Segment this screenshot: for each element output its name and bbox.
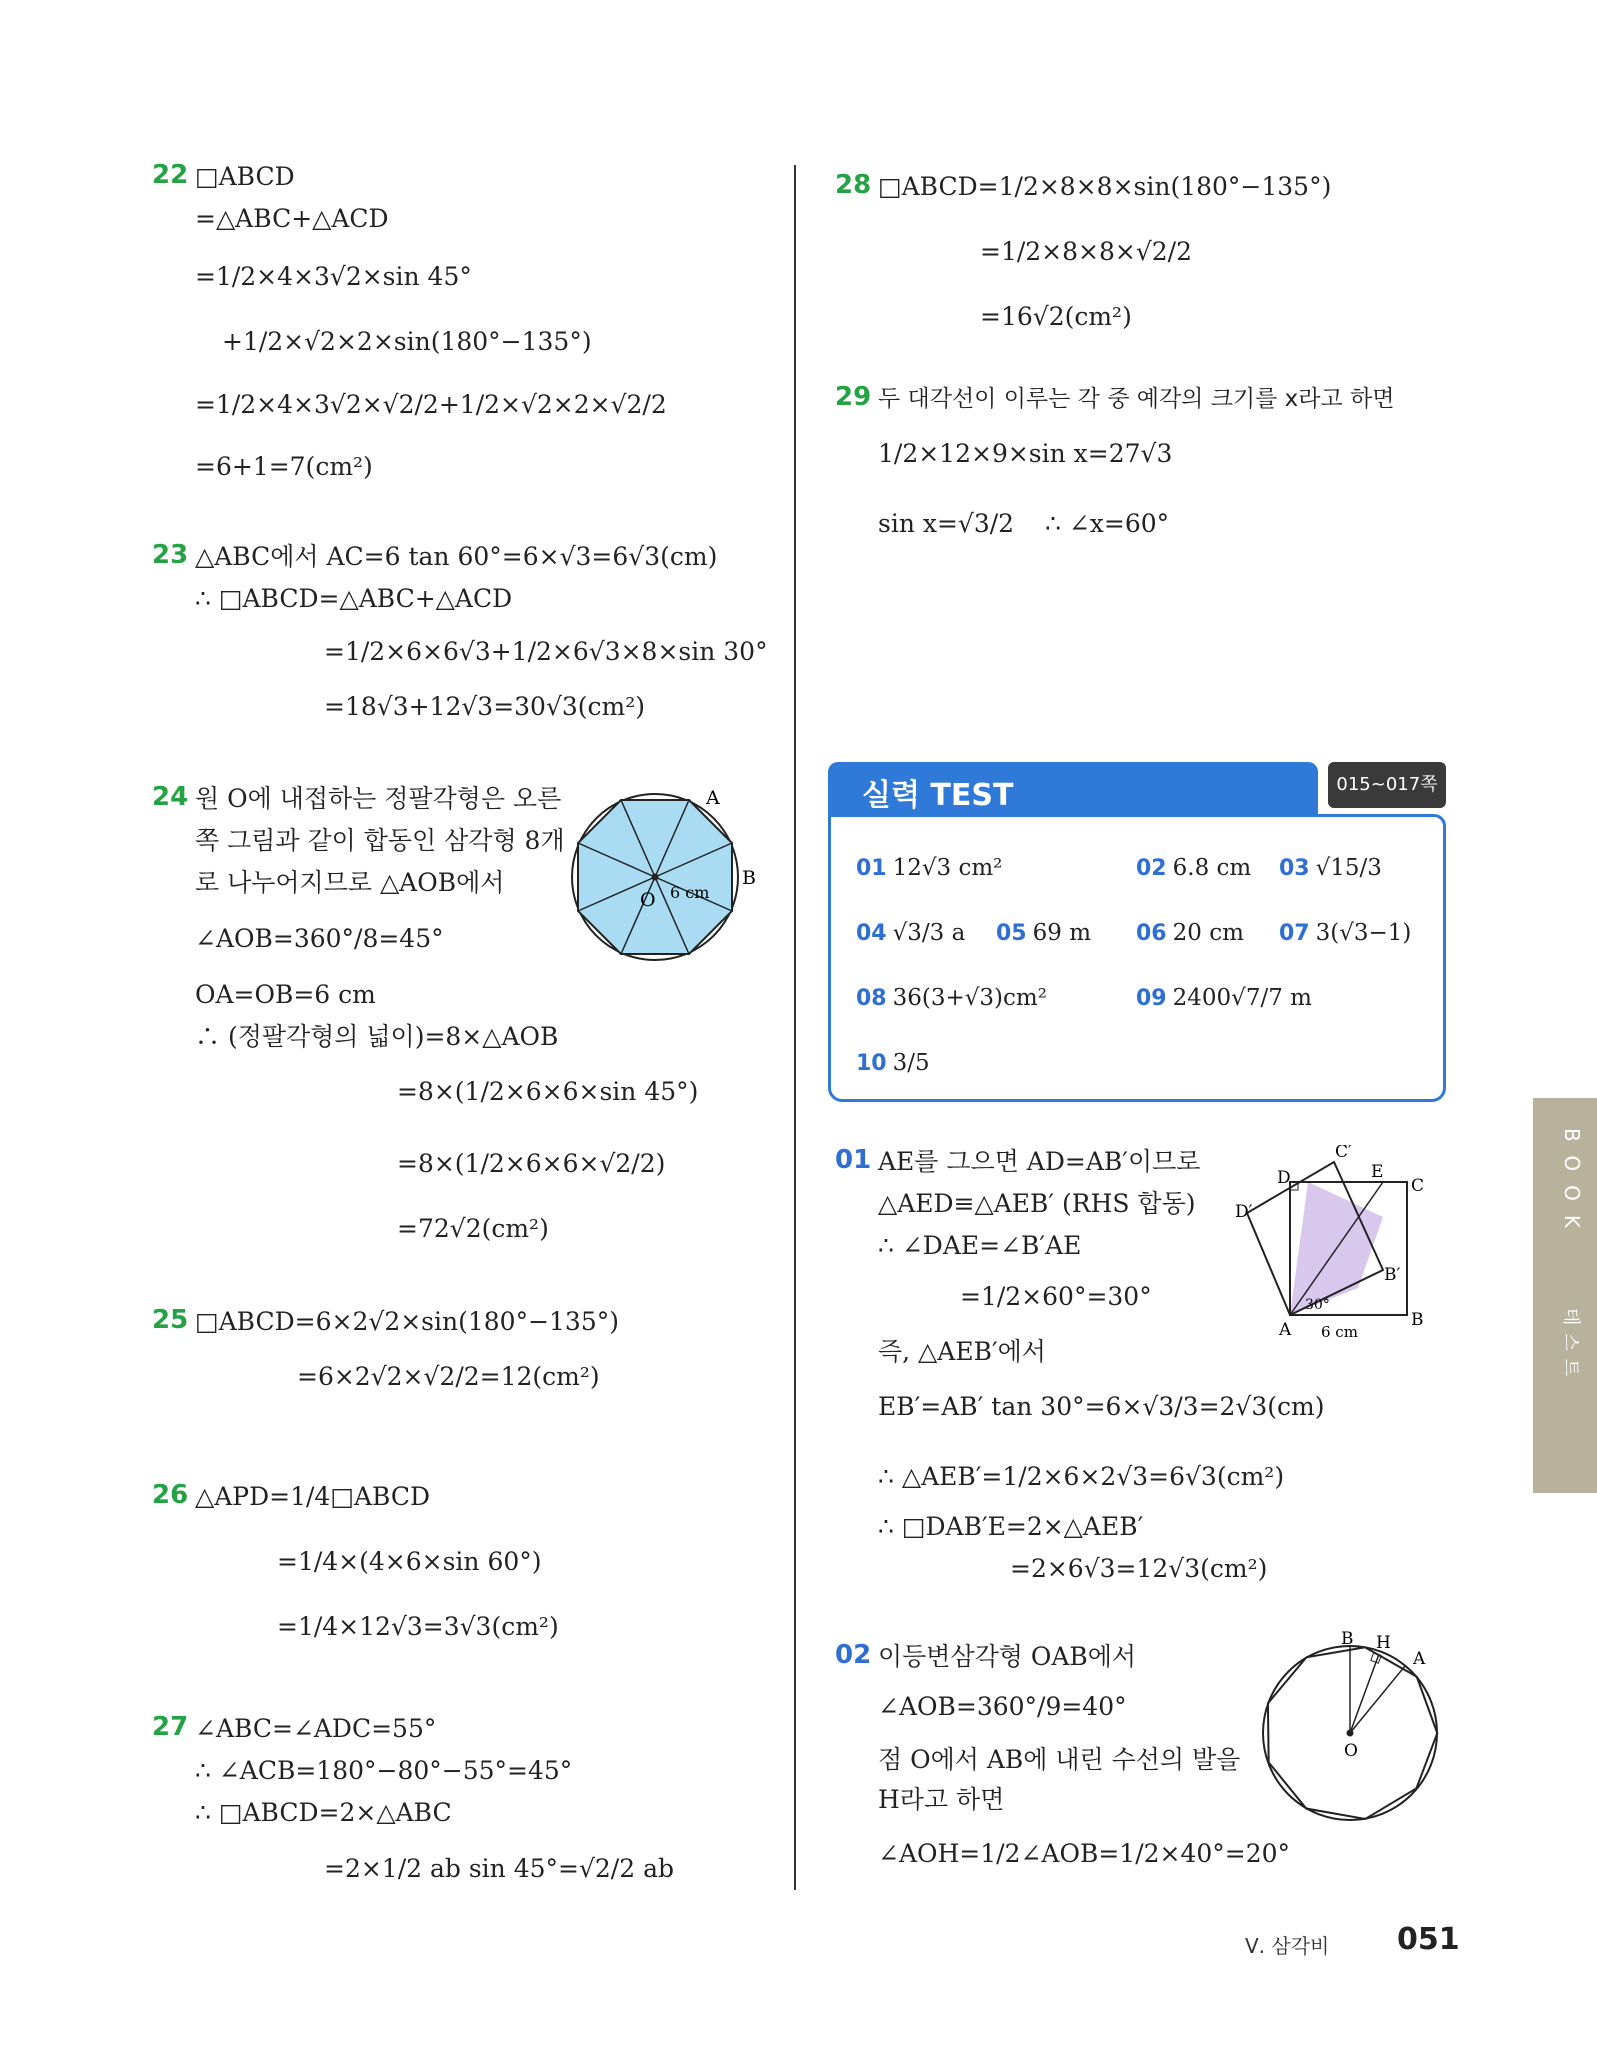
chapter-label: Ⅴ. 삼각비 <box>1245 1934 1330 1958</box>
problem-number: 22 <box>152 160 189 190</box>
test-answer: 04 √3/3 a <box>856 920 966 946</box>
solution-line: =18√3+12√3=30√3(cm²) <box>324 692 646 721</box>
problem-number: 02 <box>835 1640 872 1670</box>
problem-number: 26 <box>152 1480 189 1510</box>
solution-line: 점 O에서 AB에 내린 수선의 발을 <box>878 1745 1241 1774</box>
solution-line: △AED≡△AEB′ (RHS 합동) <box>878 1189 1196 1218</box>
solution-line: 즉, △AEB′에서 <box>878 1337 1046 1366</box>
problem-number: 01 <box>835 1145 872 1175</box>
solution-line: 1/2×12×9×sin x=27√3 <box>878 439 1173 468</box>
solution-line: =6+1=7(cm²) <box>195 452 373 481</box>
nonagon-figure <box>1255 1630 1450 1825</box>
solution-line: ∠AOB=360°/8=45° <box>195 924 444 953</box>
solution-line: 로 나누어지므로 △AOB에서 <box>195 868 505 897</box>
solution-line: 두 대각선이 이루는 각 중 예각의 크기를 x라고 하면 <box>878 386 1395 412</box>
problem-23 <box>152 540 772 740</box>
solution-line: ∠AOH=1/2∠AOB=1/2×40°=20° <box>878 1839 1291 1868</box>
problem-26 <box>152 1480 772 1650</box>
label-c: C <box>1411 1176 1425 1196</box>
test-title: 실력 TEST <box>862 778 1014 813</box>
solution-line: =1/2×8×8×√2/2 <box>980 237 1192 266</box>
label-o: O <box>640 889 656 911</box>
solution-line: △ABC에서 AC=6 tan 60°=6×√3=6√3(cm) <box>195 542 718 571</box>
label-a: A <box>706 787 720 809</box>
solution-line: =6×2√2×√2/2=12(cm²) <box>297 1362 600 1391</box>
solution-line: EB′=AB′ tan 30°=6×√3/3=2√3(cm) <box>878 1392 1325 1421</box>
side-tab <box>1533 1098 1597 1493</box>
solution-line: =1/2×4×3√2×sin 45° <box>195 262 472 291</box>
solution-line: =8×(1/2×6×6×sin 45°) <box>397 1077 699 1106</box>
solution-line: ∴ □DAB′E=2×△AEB′ <box>878 1512 1144 1541</box>
problem-number: 28 <box>835 170 872 200</box>
label-d-prime: D′ <box>1235 1202 1253 1222</box>
test-answer: 10 3/5 <box>856 1050 930 1076</box>
test-answer: 06 20 cm <box>1136 920 1244 946</box>
octagon-figure <box>570 782 770 972</box>
test-answer: 08 36(3+√3)cm² <box>856 985 1047 1011</box>
solution-line: ∴ (정팔각형의 넓이)=8×△AOB <box>195 1022 559 1051</box>
solution-line: △APD=1/4□ABCD <box>195 1482 431 1511</box>
test-solution-02 <box>835 1630 1455 1870</box>
solution-line: H라고 하면 <box>878 1785 1005 1814</box>
solution-line: =72√2(cm²) <box>397 1214 549 1243</box>
solution-line: ∴ □ABCD=△ABC+△ACD <box>195 584 513 613</box>
problem-25 <box>152 1305 772 1415</box>
problem-number: 27 <box>152 1712 189 1742</box>
test-answer-list <box>828 814 1446 1102</box>
solution-line: ∴ △AEB′=1/2×6×2√3=6√3(cm²) <box>878 1462 1285 1491</box>
label-c-prime: C′ <box>1335 1145 1352 1162</box>
angle-label: 30° <box>1305 1297 1330 1313</box>
solution-line: ∠AOB=360°/9=40° <box>878 1692 1127 1721</box>
length-label: 6 cm <box>1321 1323 1358 1341</box>
solution-line: =1/2×4×3√2×√2/2+1/2×√2×2×√2/2 <box>195 390 667 419</box>
test-solution-01 <box>835 1145 1455 1583</box>
problem-24 <box>152 782 772 1243</box>
solution-line: =△ABC+△ACD <box>195 204 389 233</box>
label-a: A <box>1413 1649 1426 1669</box>
column-divider <box>794 165 796 1890</box>
solution-line: □ABCD=1/2×8×8×sin(180°−135°) <box>878 172 1332 201</box>
label-o: O <box>1344 1741 1358 1761</box>
solution-line: =1/2×60°=30° <box>960 1282 1152 1311</box>
problem-number: 29 <box>835 382 872 412</box>
test-answer: 01 12√3 cm² <box>856 855 1003 881</box>
solution-line: 쪽 그림과 같이 합동인 삼각형 8개 <box>195 826 565 855</box>
solution-line: 원 O에 내접하는 정팔각형은 오른 <box>195 784 562 813</box>
solution-line: sin x=√3/2 <box>878 509 1015 538</box>
problem-number: 24 <box>152 782 189 812</box>
solution-line: OA=OB=6 cm <box>195 980 376 1009</box>
test-answer: 02 6.8 cm <box>1136 855 1252 881</box>
problem-22 <box>152 160 772 490</box>
problem-27 <box>152 1712 772 1892</box>
test-answer: 07 3(√3−1) <box>1279 920 1412 946</box>
solution-line: ∴ ∠ACB=180°−80°−55°=45° <box>195 1756 573 1785</box>
solution-line: 이등변삼각형 OAB에서 <box>878 1642 1137 1671</box>
solution-line: =1/2×6×6√3+1/2×6√3×8×sin 30° <box>324 637 768 666</box>
test-header <box>828 762 1318 814</box>
solution-line: +1/2×√2×2×sin(180°−135°) <box>222 327 592 356</box>
label-d: D <box>1277 1168 1291 1188</box>
length-label: 6 cm <box>670 883 710 902</box>
book-label: BOOK <box>1560 1128 1584 1242</box>
solution-line: ∠ABC=∠ADC=55° <box>195 1714 437 1743</box>
problem-28 <box>835 170 1455 340</box>
side-tab-label <box>1533 1098 1597 1493</box>
solution-line: =1/4×12√3=3√3(cm²) <box>277 1612 559 1641</box>
page-number: 051 <box>1397 1922 1460 1957</box>
solution-line: □ABCD <box>195 162 295 191</box>
solution-line: ∴ ∠x=60° <box>1045 509 1170 538</box>
label-h: H <box>1376 1633 1391 1653</box>
problem-number: 23 <box>152 540 189 570</box>
solution-line: ∴ ∠DAE=∠B′AE <box>878 1231 1082 1260</box>
test-answer: 03 √15/3 <box>1279 855 1382 881</box>
label-b: B <box>1341 1630 1354 1649</box>
problem-number: 25 <box>152 1305 189 1335</box>
solution-line: AE를 그으면 AD=AB′이므로 <box>878 1147 1201 1176</box>
label-e: E <box>1371 1162 1384 1182</box>
solution-line: =2×1/2 ab sin 45°=√2/2 ab <box>324 1854 674 1883</box>
solution-line: =2×6√3=12√3(cm²) <box>1010 1554 1268 1583</box>
skill-test-answer-box <box>828 762 1446 1102</box>
label-a: A <box>1279 1320 1292 1340</box>
problem-29 <box>835 382 1455 552</box>
label-b: B <box>1411 1310 1424 1330</box>
test-answer: 09 2400√7/7 m <box>1136 985 1312 1011</box>
solution-line: □ABCD=6×2√2×sin(180°−135°) <box>195 1307 619 1336</box>
label-b: B <box>742 867 756 889</box>
square-rotation-figure <box>1231 1145 1453 1350</box>
solution-line: =8×(1/2×6×6×√2/2) <box>397 1149 666 1178</box>
test-page-range: 015~017쪽 <box>1328 762 1446 808</box>
test-answer: 05 69 m <box>996 920 1092 946</box>
label-b-prime: B′ <box>1384 1265 1401 1285</box>
solution-line: =1/4×(4×6×sin 60°) <box>277 1547 542 1576</box>
solution-line: =16√2(cm²) <box>980 302 1132 331</box>
test-label: 테스트 <box>1560 1308 1581 1385</box>
solution-line: ∴ □ABCD=2×△ABC <box>195 1798 452 1827</box>
